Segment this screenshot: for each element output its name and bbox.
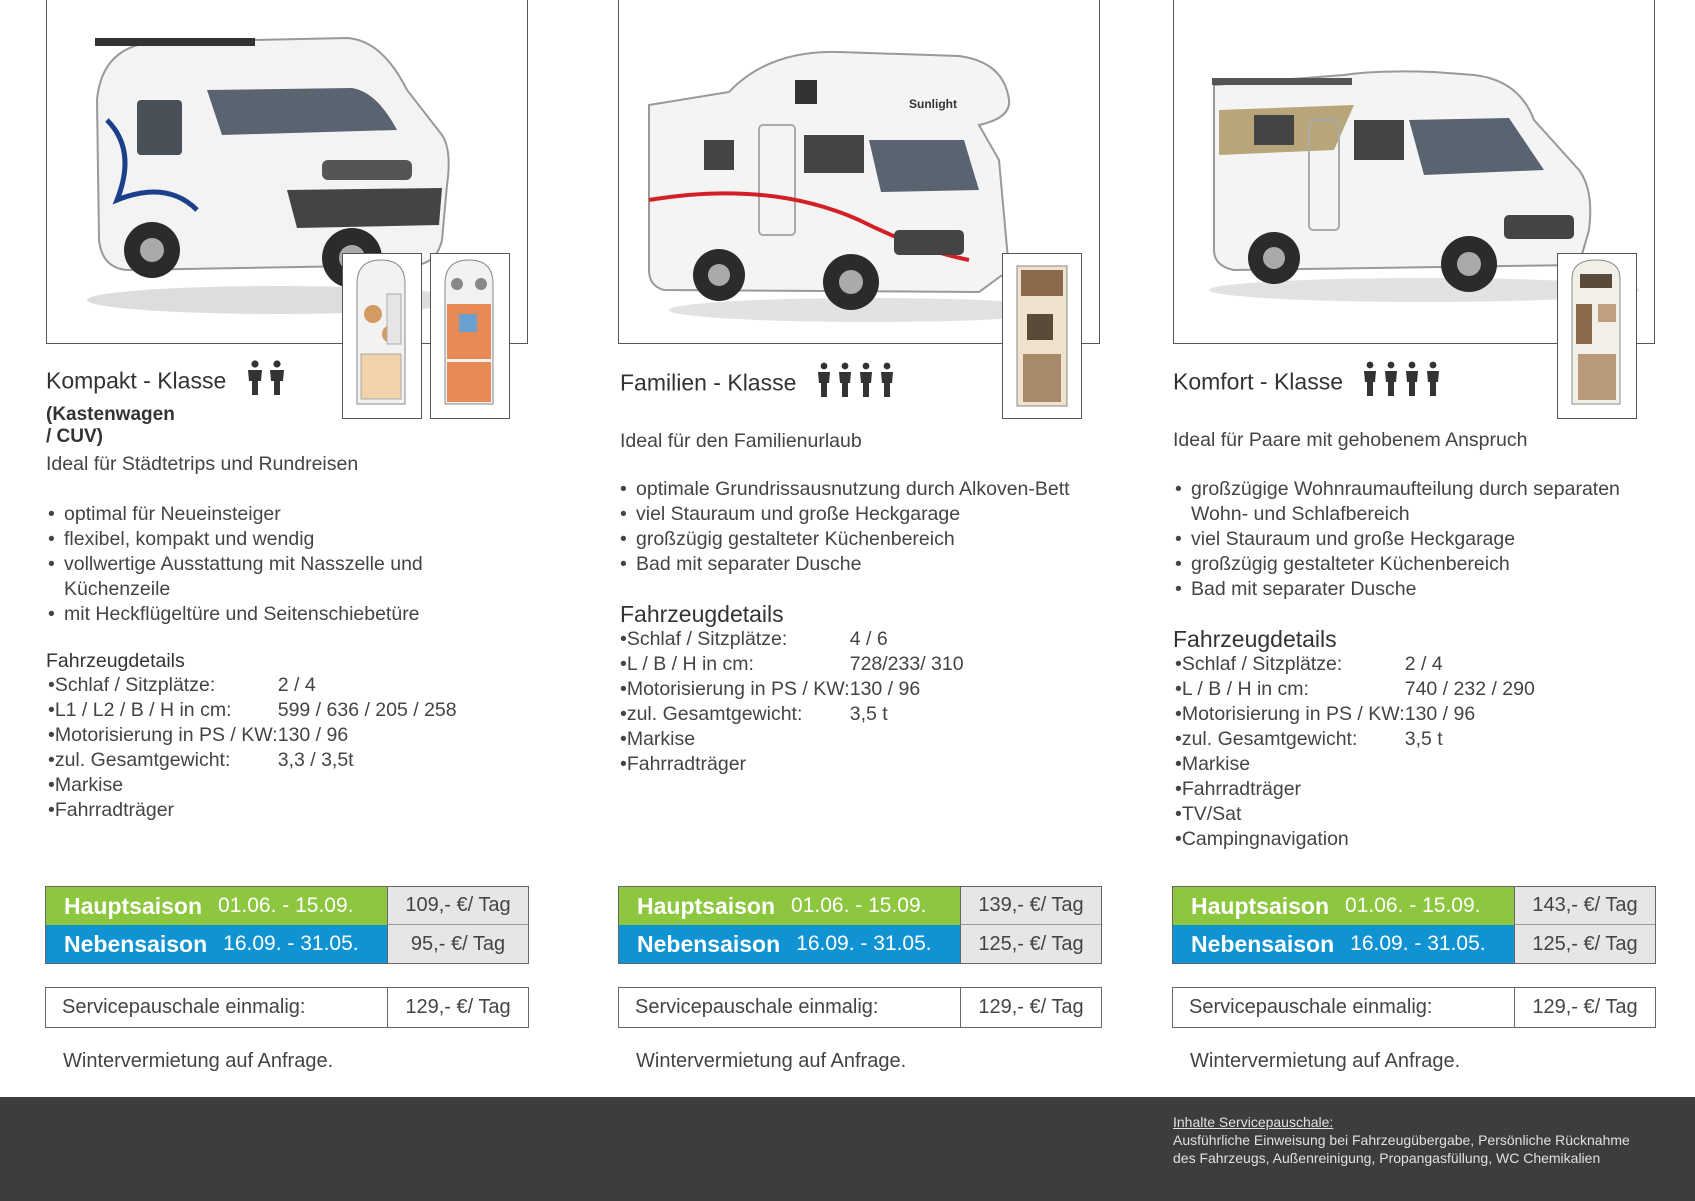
detail-row: • zul. Gesamtgewicht: 3,3 / 3,5t [46, 748, 457, 773]
service-fee-box [618, 987, 1102, 1028]
hauptsaison-row [619, 887, 1101, 925]
detail-label: Markise [1181, 753, 1251, 775]
detail-label: Schlaf / Sitzplätze: [626, 628, 788, 650]
persons-icon [815, 362, 897, 404]
service-contents-note [1173, 1113, 1630, 1167]
season-price: 139,- €/ Tag [960, 887, 1101, 925]
season-dates: 16.09. - 31.05. [1350, 932, 1486, 955]
detail-value [1405, 752, 1535, 777]
detail-value: 728/233/ 310 [849, 653, 964, 675]
detail-label: zul. Gesamtgewicht: [54, 749, 231, 771]
detail-label: Motorisierung in PS / KW: [626, 678, 850, 700]
service-contents-line: Ausführliche Einweisung bei Fahrzeugübergabe, Persönliche Rücknahme [1173, 1132, 1630, 1148]
class-subtitle: (Kastenwagen / CUV) [46, 404, 175, 447]
season-label: Nebensaison [1191, 930, 1335, 957]
service-fee-label: Servicepauschale einmalig: [1189, 996, 1433, 1018]
feature-list [618, 477, 1098, 577]
feature-item: • mit Heckflügeltüre und Seitenschiebetüre [46, 602, 466, 627]
details-title: Fahrzeugdetails [620, 601, 784, 627]
class-title: Familien - Klasse [620, 369, 797, 396]
feature-item: • optimale Grundrissausnutzung durch Alkoven-Bett [618, 477, 1098, 502]
feature-item: • großzügige Wohnraumaufteilung durch separaten Wohn- und Schlafbereich [1173, 477, 1633, 527]
detail-value: 4 / 6 [849, 628, 888, 650]
season-dates: 01.06. - 15.09. [791, 894, 927, 917]
detail-label: TV/Sat [1181, 803, 1242, 825]
detail-row: • Markise [46, 773, 457, 798]
detail-value [1405, 777, 1535, 802]
detail-value: 3,3 / 3,5t [277, 749, 354, 771]
detail-label: Motorisierung in PS / KW: [1181, 703, 1405, 725]
class-heading [46, 360, 289, 402]
detail-row: • L / B / H in cm: 740 / 232 / 290 [1175, 678, 1535, 700]
feature-item: • großzügig gestalteter Küchenbereich [618, 527, 1098, 552]
detail-label: Fahrradträger [626, 753, 747, 775]
hauptsaison-row [46, 887, 528, 925]
price-table [45, 886, 529, 964]
detail-label: Markise [54, 774, 124, 796]
season-dates: 16.09. - 31.05. [223, 932, 359, 955]
detail-row: • Campingnavigation [1173, 827, 1535, 852]
detail-label: zul. Gesamtgewicht: [1181, 728, 1358, 750]
feature-item: • großzügig gestalteter Küchenbereich [1173, 552, 1633, 577]
detail-value [1405, 802, 1535, 827]
detail-row: • Fahrradträger [1173, 777, 1535, 802]
detail-row: • Schlaf / Sitzplätze: 2 / 4 [1173, 652, 1535, 677]
service-fee-price: 129,- €/ Tag [960, 988, 1101, 1027]
detail-row: • Motorisierung in PS / KW: 130 / 96 [46, 723, 457, 748]
detail-value: 3,5 t [1404, 728, 1443, 750]
service-fee-label: Servicepauschale einmalig: [62, 996, 306, 1018]
detail-row: • Markise [618, 727, 964, 752]
detail-label: Fahrradträger [1181, 778, 1302, 800]
detail-label: Fahrradträger [54, 799, 175, 821]
season-price: 143,- €/ Tag [1514, 887, 1655, 925]
hauptsaison-row [1173, 887, 1655, 925]
detail-row: • Schlaf / Sitzplätze: 4 / 6 [618, 627, 964, 652]
class-title: Kompakt - Klasse [46, 367, 227, 394]
detail-label: Schlaf / Sitzplätze: [1181, 653, 1343, 675]
detail-value [850, 727, 964, 752]
feature-list [46, 502, 466, 627]
detail-row: • zul. Gesamtgewicht: 3,5 t [1173, 727, 1535, 752]
season-dates: 01.06. - 15.09. [218, 894, 354, 917]
feature-item: • viel Stauraum und große Heckgarage [618, 502, 1098, 527]
feature-item: • vollwertige Ausstattung mit Nasszelle und Küchenzeile [46, 552, 466, 602]
footer-band [0, 1097, 1695, 1201]
detail-row: • Motorisierung in PS / KW: 130 / 96 [1173, 702, 1535, 727]
service-fee-box [45, 987, 529, 1028]
price-table [1172, 886, 1656, 964]
detail-value [278, 798, 457, 823]
details-table [618, 627, 964, 777]
detail-value [850, 752, 964, 777]
season-label: Hauptsaison [1191, 892, 1330, 919]
price-table [618, 886, 1102, 964]
details-table [46, 673, 457, 823]
season-price: 125,- €/ Tag [1514, 925, 1655, 963]
detail-label: L1 / L2 / B / H in cm: [54, 699, 232, 721]
nebensaison-row [46, 925, 528, 963]
service-fee-box [1172, 987, 1656, 1028]
feature-item: • flexibel, kompakt und wendig [46, 527, 466, 552]
service-contents-title: Inhalte Servicepauschale: [1173, 1114, 1334, 1130]
season-price: 109,- €/ Tag [387, 887, 528, 925]
winter-rental-note: Wintervermietung auf Anfrage. [636, 1050, 907, 1072]
service-contents-line: des Fahrzeugs, Außenreinigung, Propangasfüllung, WC Chemikalien [1173, 1150, 1601, 1166]
service-fee-label: Servicepauschale einmalig: [635, 996, 879, 1018]
season-price: 125,- €/ Tag [960, 925, 1101, 963]
detail-value: 3,5 t [849, 703, 888, 725]
detail-value: 2 / 4 [277, 674, 316, 696]
service-fee-price: 129,- €/ Tag [1514, 988, 1655, 1027]
detail-row: • TV/Sat [1173, 802, 1535, 827]
class-heading [1173, 361, 1443, 403]
detail-row: • Fahrradträger [618, 752, 964, 777]
service-fee-price: 129,- €/ Tag [387, 988, 528, 1027]
floorplan-thumbnail [1002, 253, 1082, 419]
detail-label: Campingnavigation [1181, 828, 1349, 850]
detail-value [1405, 827, 1535, 852]
details-title: Fahrzeugdetails [46, 650, 185, 672]
detail-row: • zul. Gesamtgewicht: 3,5 t [618, 702, 964, 727]
season-dates: 16.09. - 31.05. [796, 932, 932, 955]
ideal-for-text: Ideal für Paare mit gehobenem Anspruch [1173, 429, 1528, 451]
detail-value: 130 / 96 [1404, 703, 1476, 725]
detail-label: Markise [626, 728, 696, 750]
class-heading [620, 362, 897, 404]
ideal-for-text: Ideal für den Familienurlaub [620, 430, 862, 452]
floorplan-thumbnail [342, 253, 422, 419]
detail-row: • L / B / H in cm: 728/233/ 310 [620, 653, 964, 675]
feature-list [1173, 477, 1633, 602]
season-dates: 01.06. - 15.09. [1345, 894, 1481, 917]
details-table [1173, 652, 1535, 852]
nebensaison-row [619, 925, 1101, 963]
winter-rental-note: Wintervermietung auf Anfrage. [1190, 1050, 1461, 1072]
detail-value: 130 / 96 [849, 678, 921, 700]
floorplan-thumbnail [1557, 253, 1637, 419]
detail-row: • Schlaf / Sitzplätze: 2 / 4 [46, 673, 457, 698]
feature-item: • optimal für Neueinsteiger [46, 502, 466, 527]
detail-label: Motorisierung in PS / KW: [54, 724, 278, 746]
season-price: 95,- €/ Tag [387, 925, 528, 963]
svg-text:Sunlight: Sunlight [909, 97, 957, 111]
feature-item: • viel Stauraum und große Heckgarage [1173, 527, 1633, 552]
detail-row: • L1 / L2 / B / H in cm: 599 / 636 / 205 / 258 [48, 699, 457, 721]
feature-item: • Bad mit separater Dusche [618, 552, 1098, 577]
season-label: Nebensaison [637, 930, 781, 957]
detail-value: 599 / 636 / 205 / 258 [277, 699, 457, 721]
detail-label: zul. Gesamtgewicht: [626, 703, 803, 725]
detail-row: • Motorisierung in PS / KW: 130 / 96 [618, 677, 964, 702]
feature-item: • Bad mit separater Dusche [1173, 577, 1633, 602]
detail-label: L / B / H in cm: [1181, 678, 1309, 700]
detail-label: Schlaf / Sitzplätze: [54, 674, 216, 696]
detail-row: • Fahrradträger [46, 798, 457, 823]
winter-rental-note: Wintervermietung auf Anfrage. [63, 1050, 334, 1072]
detail-row: • Markise [1173, 752, 1535, 777]
floorplan-thumbnail [430, 253, 510, 419]
details-title: Fahrzeugdetails [1173, 626, 1337, 652]
detail-value: 130 / 96 [277, 724, 349, 746]
season-label: Hauptsaison [637, 892, 776, 919]
season-label: Hauptsaison [64, 892, 203, 919]
detail-value: 740 / 232 / 290 [1404, 678, 1535, 700]
persons-icon [1361, 361, 1443, 403]
class-title: Komfort - Klasse [1173, 368, 1343, 395]
ideal-for-text: Ideal für Städtetrips und Rundreisen [46, 453, 359, 475]
detail-value: 2 / 4 [1404, 653, 1443, 675]
detail-value [278, 773, 457, 798]
detail-label: L / B / H in cm: [626, 653, 754, 675]
season-label: Nebensaison [64, 930, 208, 957]
persons-icon [245, 360, 289, 402]
nebensaison-row [1173, 925, 1655, 963]
